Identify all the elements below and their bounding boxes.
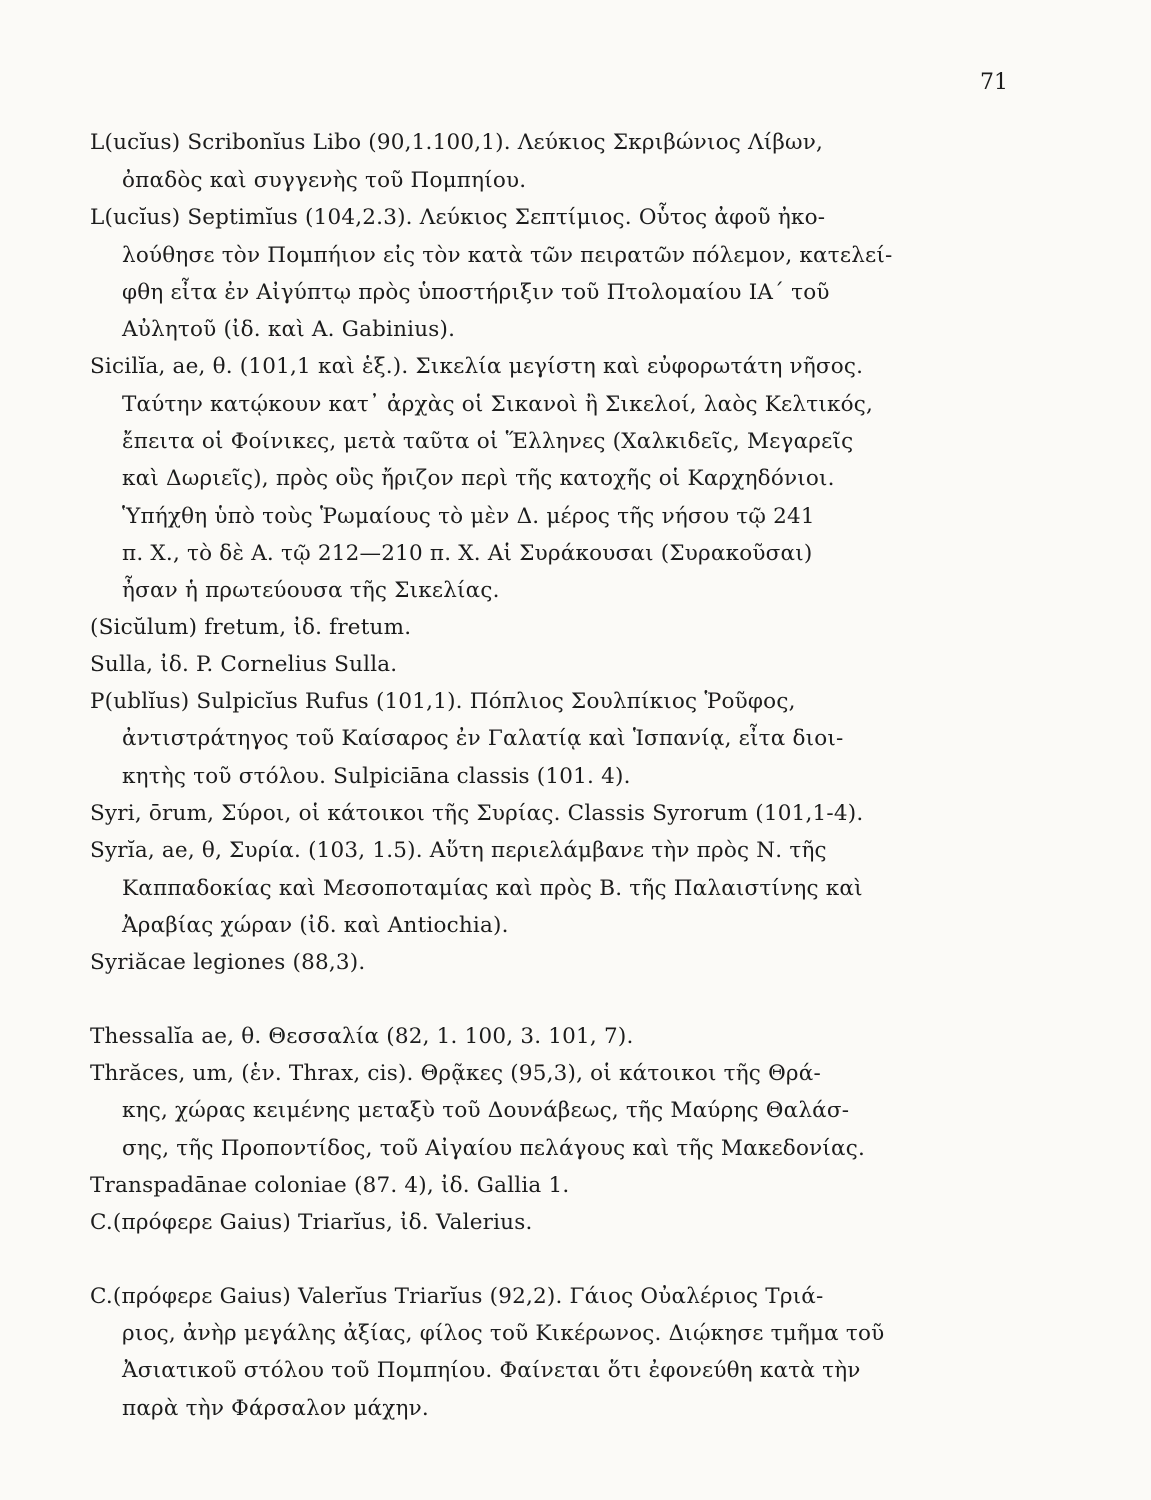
- entry-line: π. Χ., τὸ δὲ Α. τῷ 212—210 π. Χ. Αἱ Συράκουσαι (Συρακοῦσαι): [122, 541, 813, 566]
- entry-line: L(ucĭus) Scribonĭus Libo (90,1.100,1). Λεύκιος Σκριβώνιος Λίβων,: [90, 130, 824, 155]
- entry-line: κης, χώρας κειμένης μεταξὺ τοῦ Δουνάβεως, τῆς Μαύρης Θαλάσ-: [122, 1098, 850, 1123]
- entry-line: Syri, ōrum, Σύροι, οἱ κάτοικοι τῆς Συρίας. Classis Syrorum (101,1-4).: [90, 801, 864, 826]
- entry-line: ὀπαδὸς καὶ συγγενὴς τοῦ Πομπηίου.: [122, 168, 527, 193]
- entry-line: Transpadānae coloniae (87. 4), ἰδ. Gallia 1.: [90, 1173, 570, 1198]
- entry-line: Καππαδοκίας καὶ Μεσοποταμίας καὶ πρὸς Β. τῆς Παλαιστίνης καὶ: [122, 876, 863, 901]
- entry-line: ἔπειτα οἱ Φοίνικες, μετὰ ταῦτα οἱ Ἕλληνες (Χαλκιδεῖς, Μεγαρεῖς: [122, 429, 854, 454]
- entry-line: φθη εἶτα ἐν Αἰγύπτῳ πρὸς ὑποστήριξιν τοῦ Πτολομαίου ΙΑ΄ τοῦ: [122, 280, 830, 305]
- entry-line: Thrăces, um, (ἑν. Thrax, cis). Θρᾷκες (95,3), οἱ κάτοικοι τῆς Θρά-: [90, 1061, 821, 1086]
- page-number: 71: [980, 70, 1008, 95]
- entry-line: (Sicŭlum) fretum, ἰδ. fretum.: [90, 615, 412, 640]
- entry-line: Syriăcae legiones (88,3).: [90, 950, 366, 975]
- entry-line: Syrĭa, ae, θ, Συρία. (103, 1.5). Αὕτη περιελάμβανε τὴν πρὸς Ν. τῆς: [90, 838, 827, 863]
- entry-line: P(ublĭus) Sulpicĭus Rufus (101,1). Πόπλιος Σουλπίκιος Ῥοῦφος,: [90, 689, 796, 714]
- entry-line: καὶ Δωριεῖς), πρὸς οὓς ἤριζον περὶ τῆς κατοχῆς οἱ Καρχηδόνιοι.: [122, 466, 835, 491]
- entry-line: ἀντιστράτηγος τοῦ Καίσαρος ἐν Γαλατίᾳ καὶ Ἱσπανίᾳ, εἶτα διοι-: [122, 726, 844, 751]
- entry-line: Thessalĭa ae, θ. Θεσσαλία (82, 1. 100, 3. 101, 7).: [90, 1024, 634, 1049]
- entry-line: ἦσαν ἡ πρωτεύουσα τῆς Σικελίας.: [122, 578, 500, 603]
- entry-line: λούθησε τὸν Πομπήιον εἰς τὸν κατὰ τῶν πειρατῶν πόλεμον, κατελεί-: [122, 243, 893, 268]
- entry-line: κητὴς τοῦ στόλου. Sulpiciāna classis (101. 4).: [122, 764, 631, 789]
- entry-line: παρὰ τὴν Φάρσαλον μάχην.: [122, 1396, 429, 1421]
- entry-line: C.(πρόφερε Gaius) Triarĭus, ἰδ. Valerius.: [90, 1210, 533, 1235]
- entry-line: L(ucĭus) Septimĭus (104,2.3). Λεύκιος Σεπτίμιος. Οὗτος ἀφοῦ ἠκο-: [90, 205, 826, 230]
- entry-line: Ἀραβίας χώραν (ἰδ. καὶ Antiochia).: [122, 913, 509, 938]
- entry-line: Ὑπήχθη ὑπὸ τοὺς Ῥωμαίους τὸ μὲν Δ. μέρος τῆς νήσου τῷ 241: [122, 504, 815, 529]
- entry-line: Sulla, ἰδ. P. Cornelius Sulla.: [90, 652, 398, 677]
- entry-line: C.(πρόφερε Gaius) Valerĭus Triarĭus (92,2). Γάιος Οὐαλέριος Τριά-: [90, 1284, 824, 1309]
- entry-line: ριος, ἀνὴρ μεγάλης ἀξίας, φίλος τοῦ Κικέρωνος. Διῴκησε τμῆμα τοῦ: [122, 1321, 885, 1346]
- entry-line: Sicilĭa, ae, θ. (101,1 καὶ ἑξ.). Σικελία μεγίστη καὶ εὐφορωτάτη νῆσος.: [90, 354, 864, 379]
- entry-line: Ἀσιατικοῦ στόλου τοῦ Πομπηίου. Φαίνεται ὅτι ἐφονεύθη κατὰ τὴν: [122, 1358, 861, 1383]
- entry-line: Ταύτην κατῴκουν κατ᾽ ἀρχὰς οἱ Σικανοὶ ἢ Σικελοί, λαὸς Κελτικός,: [122, 392, 874, 417]
- entry-line: Αὐλητοῦ (ἰδ. καὶ A. Gabinius).: [122, 317, 456, 342]
- entry-line: σης, τῆς Προποντίδος, τοῦ Αἰγαίου πελάγους καὶ τῆς Μακεδονίας.: [122, 1136, 865, 1161]
